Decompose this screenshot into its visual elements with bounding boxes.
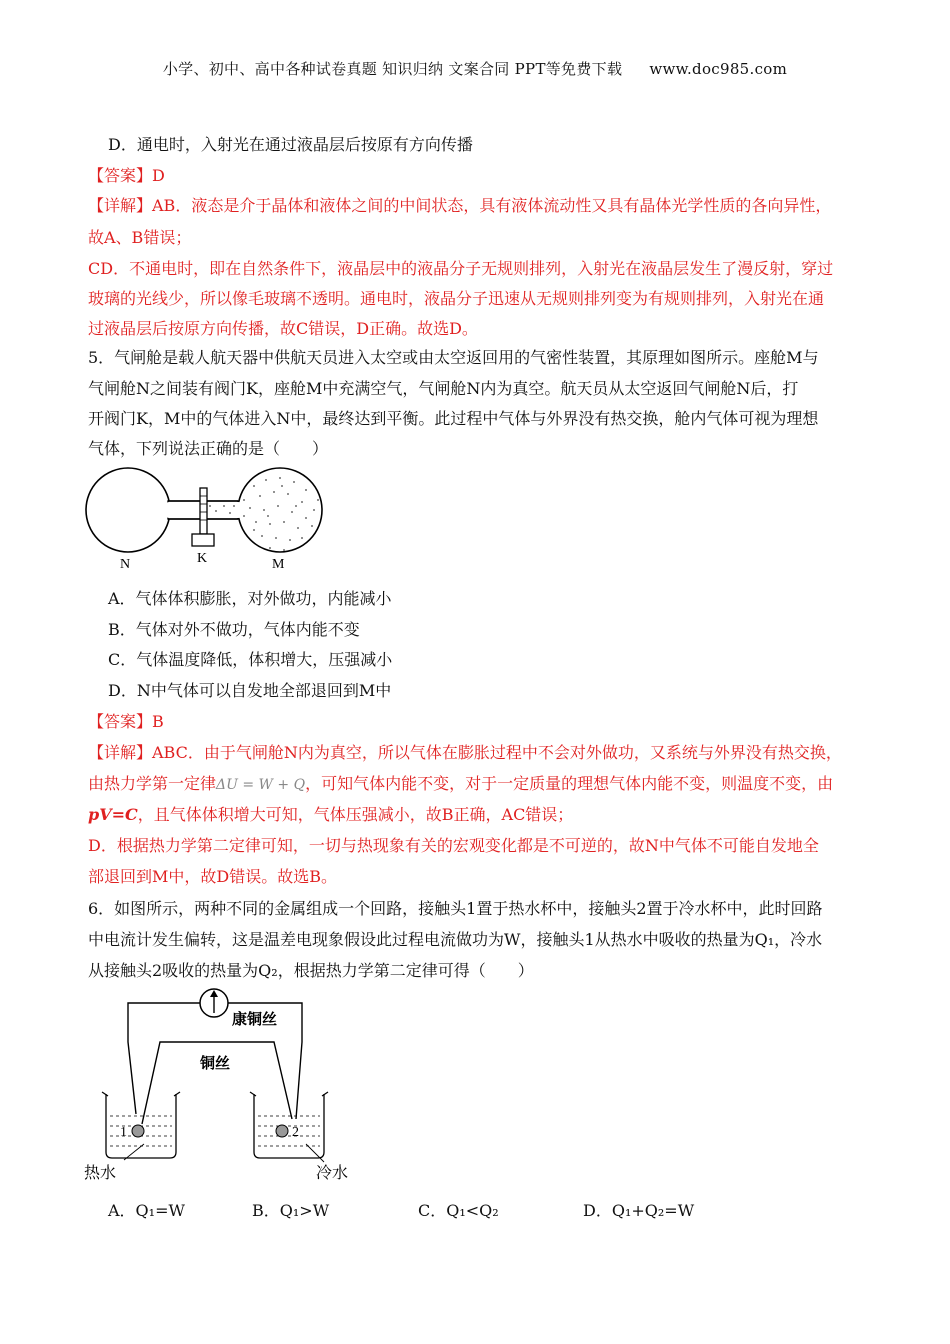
q5-detail-text: 由热力学第一定律 — [88, 774, 217, 793]
chamber-m — [238, 468, 322, 552]
constantan-wire — [128, 1003, 200, 1114]
q5-option: B．气体对外不做功，气体内能不变 — [108, 620, 360, 639]
q4-detail-line: 故A、B错误； — [88, 228, 192, 247]
q4-detail-line: 玻璃的光线少，所以像毛玻璃不透明。通电时，液晶分子迅速从无规则排列变为有规则排列，入射光在通 — [88, 289, 825, 308]
contact-1 — [132, 1125, 144, 1137]
q6-stem-line: 6．如图所示，两种不同的金属组成一个回路，接触头1置于热水杯中，接触头2置于冷水杯中，此时回路 — [88, 899, 823, 918]
copper-label: 铜丝 — [200, 1054, 231, 1072]
q5-stem-line: 5．气闸舱是载人航天器中供航天员进入太空或由太空返回用的气密性装置，其原理如图所示。座舱M与 — [88, 348, 819, 367]
q5-detail-text: ，且气体体积增大可知，气体压强减小，故B正确，AC错误； — [137, 805, 574, 824]
contact-2 — [276, 1125, 288, 1137]
page-header — [0, 58, 950, 79]
q5-detail-line: 部退回到M中，故D错误。故选B。 — [88, 867, 337, 886]
q5-option: C．气体温度降低，体积增大，压强减小 — [108, 650, 393, 669]
q5-detail-line: 【详解】ABC．由于气闸舱N内为真空，所以气体在膨胀过程中不会对外做功，又系统与外界没有热交换， — [88, 743, 842, 762]
q4-detail-line: 过液晶层后按原方向传播，故C错误，D正确。故选D。 — [88, 319, 478, 338]
cold-water-label: 冷水 — [316, 1163, 349, 1182]
q5-stem-line: 开阀门K，M中的气体进入N中，最终达到平衡。此过程中气体与外界没有热交换，舱内气体可视为理想 — [88, 409, 819, 428]
q5-stem-line: 气体，下列说法正确的是（ ） — [88, 439, 329, 458]
chamber-n — [86, 468, 170, 552]
q6-stem-line: 从接触头2吸收的热量为Q₂，根据热力学第二定律可得（ ） — [88, 961, 534, 980]
header-site: www.doc985.com — [649, 60, 788, 78]
q5-detail-line: D．根据热力学第二定律可知，一切与热现象有关的宏观变化都是不可逆的，故N中气体不可能自发地全 — [88, 836, 819, 855]
label-n: N — [120, 557, 131, 572]
q5-detail-line3 — [88, 802, 573, 825]
header-text: 小学、初中、高中各种试卷真题 知识归纳 文案合同 PPT等免费下载 — [162, 60, 623, 78]
q4-option-d: D．通电时，入射光在通过液晶层后按原有方向传播 — [108, 135, 473, 154]
contact-2-label: 2 — [292, 1125, 299, 1140]
q4-detail-line: CD．不通电时，即在自然条件下，液晶层中的液晶分子无规则排列，入射光在液晶层发生了漫反射，穿过 — [88, 259, 834, 278]
q5-answer: 【答案】B — [88, 712, 164, 731]
q5-option: A．气体体积膨胀，对外做功，内能减小 — [108, 589, 392, 608]
valve-k — [200, 488, 207, 534]
contact-1-label: 1 — [120, 1125, 127, 1140]
q6-option-d: D．Q₁+Q₂=W — [583, 1201, 695, 1220]
q4-answer: 【答案】D — [88, 166, 165, 185]
label-k: K — [197, 551, 208, 566]
constantan-label: 康铜丝 — [232, 1010, 278, 1028]
q6-option-a: A．Q₁=W — [108, 1201, 185, 1220]
q6-option-b: B．Q₁>W — [252, 1201, 330, 1220]
pv-formula: pV=C — [88, 805, 138, 824]
first-law-formula: ΔU = W + Q — [216, 777, 306, 793]
q6-option-c: C．Q₁<Q₂ — [418, 1201, 499, 1220]
hot-water-label: 热水 — [84, 1163, 117, 1182]
q4-detail-line: 【详解】AB．液态是介于晶体和液体之间的中间状态，具有液体流动性又具有晶体光学性质的各向异性， — [88, 196, 832, 215]
q5-option: D．N中气体可以自发地全部退回到M中 — [108, 681, 392, 700]
q5-detail-text: ，可知气体内能不变，对于一定质量的理想气体内能不变，则温度不变，由 — [305, 774, 834, 793]
q5-stem-line: 气闸舱N之间装有阀门K，座舱M中充满空气，气闸舱N内为真空。航天员从太空返回气闸舱N后，打 — [88, 379, 799, 398]
label-m: M — [272, 557, 285, 572]
valve-base — [192, 534, 214, 546]
thermocouple-figure — [84, 984, 384, 1184]
airlock-figure — [84, 466, 334, 572]
q6-stem-line: 中电流计发生偏转，这是温差电现象假设此过程电流做功为W，接触头1从热水中吸收的热量为Q₁，冷水 — [88, 930, 823, 949]
q5-detail-line2 — [88, 771, 833, 794]
